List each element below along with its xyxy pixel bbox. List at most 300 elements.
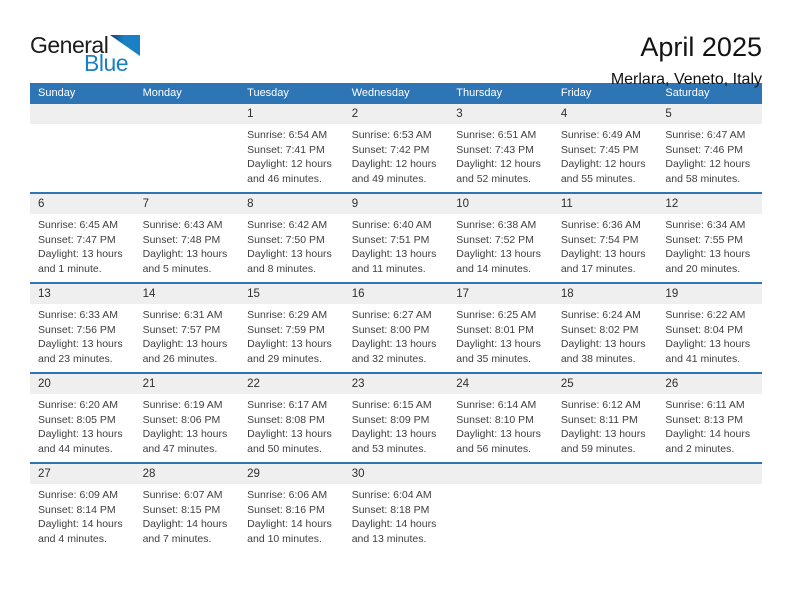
weekday-header-row bbox=[30, 83, 762, 104]
sunset-line-label: Sunset: bbox=[560, 323, 597, 336]
day-details bbox=[657, 214, 762, 276]
day-number: 27 bbox=[30, 464, 135, 484]
sunrise-line-label: Sunrise: bbox=[665, 399, 704, 411]
sunrise-line-value: 6:53 AM bbox=[393, 129, 432, 141]
sunrise-line-label: Sunrise: bbox=[142, 489, 182, 501]
sunset-line bbox=[38, 413, 133, 428]
sunrise-line bbox=[561, 218, 656, 233]
day-cell-3 bbox=[448, 104, 553, 192]
sunset-line bbox=[456, 143, 551, 158]
day-number: 1 bbox=[239, 104, 344, 124]
sunrise-line-value: 6:06 AM bbox=[288, 489, 328, 501]
sunrise-line-label: Sunrise: bbox=[351, 399, 391, 411]
daylight-line-value: 13 hours bbox=[186, 428, 228, 440]
sunset-line-label: Sunset: bbox=[38, 503, 74, 516]
sunset-line-label: Sunset: bbox=[665, 413, 702, 426]
day-number: 30 bbox=[344, 464, 449, 484]
day-number bbox=[657, 464, 762, 484]
day-details bbox=[448, 304, 553, 366]
day-details bbox=[657, 484, 762, 488]
day-details bbox=[448, 124, 553, 186]
sunrise-line-value: 6:04 AM bbox=[393, 489, 432, 501]
empty-day-cell bbox=[553, 464, 658, 552]
daylight-line-value: 13 hours bbox=[290, 338, 332, 350]
day-number: 5 bbox=[657, 104, 762, 124]
day-number: 19 bbox=[657, 284, 762, 304]
daylight-line bbox=[561, 157, 656, 172]
sunset-line bbox=[143, 413, 238, 428]
sunset-line bbox=[456, 233, 551, 248]
daylight-line-label: Daylight: bbox=[456, 248, 498, 260]
daylight-line bbox=[143, 247, 238, 262]
daylight-line bbox=[247, 247, 342, 262]
day-number: 11 bbox=[553, 194, 658, 214]
sunset-line bbox=[38, 233, 133, 248]
day-number: 17 bbox=[448, 284, 553, 304]
sunset-line-value: 7:51 PM bbox=[390, 233, 430, 246]
day-cell-21 bbox=[135, 374, 240, 462]
daylight-line-label: Daylight: bbox=[665, 158, 707, 170]
daylight-line-label: Daylight: bbox=[38, 338, 79, 350]
sunset-line bbox=[352, 503, 447, 518]
sunrise-line bbox=[561, 308, 656, 323]
sunrise-line-value: 6:14 AM bbox=[497, 399, 537, 411]
sunrise-line-value: 6:29 AM bbox=[288, 309, 328, 321]
daylight-line bbox=[352, 427, 447, 442]
sunset-line-value: 8:06 PM bbox=[181, 413, 221, 426]
daylight-line bbox=[352, 247, 447, 262]
sunset-line bbox=[561, 233, 656, 248]
day-number: 13 bbox=[30, 284, 135, 304]
daylight-line-value: 13 hours bbox=[709, 338, 751, 350]
sunset-line-label: Sunset: bbox=[142, 233, 179, 246]
day-cell-20 bbox=[30, 374, 135, 462]
day-number bbox=[553, 464, 658, 484]
daylight-minutes-line: and 49 minutes. bbox=[351, 172, 427, 185]
weekday-cell-wednesday: Wednesday bbox=[351, 87, 410, 99]
weekday-cell-sunday: Sunday bbox=[38, 87, 76, 99]
sunrise-line-value: 6:25 AM bbox=[497, 309, 537, 321]
logo-text-general: General bbox=[30, 32, 109, 58]
sunset-line-value: 8:02 PM bbox=[599, 323, 639, 336]
sunset-line-value: 8:16 PM bbox=[285, 503, 325, 516]
daylight-minutes-line: and 32 minutes. bbox=[351, 352, 427, 365]
day-details bbox=[135, 394, 240, 456]
sunrise-line-value: 6:07 AM bbox=[184, 489, 223, 501]
day-details bbox=[553, 124, 658, 186]
sunset-line-value: 7:46 PM bbox=[703, 143, 744, 156]
day-number: 22 bbox=[239, 374, 344, 394]
day-cell-14 bbox=[135, 284, 240, 372]
sunrise-line-value: 6:36 AM bbox=[602, 219, 641, 231]
daylight-line bbox=[38, 427, 133, 442]
sunrise-line-value: 6:33 AM bbox=[79, 309, 118, 321]
sunset-line-label: Sunset: bbox=[247, 503, 283, 516]
sunrise-line bbox=[665, 128, 760, 143]
daylight-line-value: 13 hours bbox=[186, 338, 228, 350]
day-number: 23 bbox=[344, 374, 449, 394]
daylight-line-label: Daylight: bbox=[351, 338, 393, 350]
week-row-3 bbox=[30, 282, 762, 372]
title-block bbox=[611, 34, 762, 88]
sunrise-line bbox=[247, 308, 342, 323]
daylight-minutes-line: and 14 minutes. bbox=[456, 262, 531, 275]
day-cell-17 bbox=[448, 284, 553, 372]
daylight-line bbox=[352, 337, 447, 352]
daylight-line-label: Daylight: bbox=[247, 248, 288, 260]
daylight-line bbox=[561, 337, 656, 352]
daylight-line-label: Daylight: bbox=[247, 338, 288, 350]
sunset-line-value: 7:42 PM bbox=[390, 143, 430, 156]
sunrise-line-value: 6:54 AM bbox=[288, 129, 328, 141]
daylight-line bbox=[561, 427, 656, 442]
sunset-line-value: 7:56 PM bbox=[76, 323, 116, 336]
sunset-line-label: Sunset: bbox=[38, 233, 74, 246]
daylight-line-label: Daylight: bbox=[247, 158, 288, 170]
daylight-line-value: 13 hours bbox=[395, 428, 437, 440]
daylight-line bbox=[352, 157, 447, 172]
day-number: 2 bbox=[344, 104, 449, 124]
sunrise-line bbox=[38, 308, 133, 323]
sunrise-line-label: Sunrise: bbox=[560, 309, 600, 321]
empty-day-cell bbox=[30, 104, 135, 192]
sunrise-line-label: Sunrise: bbox=[38, 219, 77, 231]
daylight-line-value: 13 hours bbox=[81, 248, 123, 260]
sunset-line-value: 7:48 PM bbox=[181, 233, 221, 246]
sunset-line-value: 7:41 PM bbox=[285, 143, 325, 156]
sunrise-line bbox=[143, 218, 238, 233]
weekday-cell-thursday: Thursday bbox=[456, 87, 503, 99]
daylight-minutes-line: and 38 minutes. bbox=[560, 352, 636, 365]
daylight-line-label: Daylight: bbox=[456, 428, 498, 440]
sunrise-line-value: 6:19 AM bbox=[184, 399, 223, 411]
sunset-line bbox=[247, 503, 342, 518]
day-cell-7 bbox=[135, 194, 240, 282]
sunrise-line bbox=[665, 308, 760, 323]
week-row-2 bbox=[30, 192, 762, 282]
day-details bbox=[448, 214, 553, 276]
sunrise-line-label: Sunrise: bbox=[456, 309, 495, 321]
daylight-line-value: 13 hours bbox=[395, 248, 437, 260]
week-row-5 bbox=[30, 462, 762, 552]
day-cell-9 bbox=[344, 194, 449, 282]
sunrise-line bbox=[247, 128, 342, 143]
sunset-line-label: Sunset: bbox=[560, 413, 597, 426]
daylight-line-value: 13 hours bbox=[186, 248, 228, 260]
sunset-line-value: 7:57 PM bbox=[181, 323, 221, 336]
daylight-line bbox=[352, 517, 447, 532]
empty-day-cell bbox=[448, 464, 553, 552]
sunrise-line bbox=[352, 488, 447, 503]
sunrise-line-label: Sunrise: bbox=[247, 399, 286, 411]
daylight-minutes-line: and 2 minutes. bbox=[665, 442, 735, 455]
sunset-line bbox=[352, 323, 447, 338]
day-details bbox=[657, 304, 762, 366]
day-number: 21 bbox=[135, 374, 240, 394]
daylight-line bbox=[143, 427, 238, 442]
sunset-line bbox=[143, 323, 238, 338]
week-row-4 bbox=[30, 372, 762, 462]
day-details bbox=[30, 394, 135, 456]
daylight-line-label: Daylight: bbox=[456, 158, 498, 170]
sunset-line-value: 7:52 PM bbox=[494, 233, 534, 246]
daylight-line-value: 12 hours bbox=[500, 158, 541, 170]
day-number: 10 bbox=[448, 194, 553, 214]
sunrise-line-value: 6:17 AM bbox=[288, 399, 328, 411]
day-number: 18 bbox=[553, 284, 658, 304]
sunrise-line-label: Sunrise: bbox=[665, 309, 704, 321]
day-number: 28 bbox=[135, 464, 240, 484]
daylight-line-value: 13 hours bbox=[290, 248, 332, 260]
sunrise-line bbox=[665, 218, 760, 233]
day-details bbox=[239, 484, 344, 546]
sunset-line-value: 7:50 PM bbox=[285, 233, 325, 246]
daylight-line-value: 13 hours bbox=[290, 428, 332, 440]
sunrise-line bbox=[143, 488, 238, 503]
sunrise-line bbox=[143, 398, 238, 413]
sunrise-line-label: Sunrise: bbox=[142, 219, 182, 231]
day-details bbox=[448, 394, 553, 456]
general-blue-logo bbox=[30, 34, 140, 75]
daylight-line-label: Daylight: bbox=[665, 338, 707, 350]
sunrise-line-value: 6:49 AM bbox=[602, 129, 641, 141]
daylight-line-label: Daylight: bbox=[38, 248, 79, 260]
day-cell-27 bbox=[30, 464, 135, 552]
daylight-minutes-line: and 29 minutes. bbox=[247, 352, 322, 365]
day-number bbox=[135, 104, 240, 124]
logo-text-blue: Blue bbox=[84, 50, 129, 76]
sunset-line-value: 7:45 PM bbox=[599, 143, 639, 156]
daylight-line-value: 13 hours bbox=[395, 338, 437, 350]
daylight-minutes-line: and 7 minutes. bbox=[142, 532, 212, 545]
day-cell-10 bbox=[448, 194, 553, 282]
daylight-line-value: 14 hours bbox=[81, 518, 123, 530]
sunset-line-label: Sunset: bbox=[142, 503, 179, 516]
sunset-line-label: Sunset: bbox=[247, 323, 283, 336]
daylight-minutes-line: and 46 minutes. bbox=[247, 172, 322, 185]
day-details bbox=[553, 484, 658, 488]
sunset-line-value: 8:15 PM bbox=[181, 503, 221, 516]
daylight-line bbox=[247, 337, 342, 352]
day-details bbox=[344, 394, 449, 456]
daylight-minutes-line: and 11 minutes. bbox=[351, 262, 426, 275]
sunrise-line bbox=[561, 128, 656, 143]
daylight-minutes-line: and 53 minutes. bbox=[351, 442, 427, 455]
day-number: 12 bbox=[657, 194, 762, 214]
day-number: 24 bbox=[448, 374, 553, 394]
daylight-line-label: Daylight: bbox=[38, 518, 79, 530]
day-cell-5 bbox=[657, 104, 762, 192]
day-details bbox=[553, 394, 658, 456]
sunrise-line-label: Sunrise: bbox=[247, 129, 286, 141]
sunrise-line-value: 6:15 AM bbox=[393, 399, 432, 411]
sunrise-line-label: Sunrise: bbox=[456, 219, 495, 231]
day-details bbox=[30, 484, 135, 546]
day-cell-16 bbox=[344, 284, 449, 372]
day-details bbox=[135, 124, 240, 128]
daylight-minutes-line: and 44 minutes. bbox=[38, 442, 113, 455]
sunset-line-value: 8:00 PM bbox=[390, 323, 430, 336]
daylight-line-value: 13 hours bbox=[709, 248, 751, 260]
sunset-line bbox=[665, 233, 760, 248]
sunrise-line-label: Sunrise: bbox=[351, 489, 391, 501]
weekday-cell-tuesday: Tuesday bbox=[247, 87, 289, 99]
daylight-minutes-line: and 59 minutes. bbox=[560, 442, 636, 455]
daylight-line-value: 14 hours bbox=[709, 428, 751, 440]
sunrise-line-value: 6:40 AM bbox=[393, 219, 432, 231]
sunset-line-value: 8:04 PM bbox=[703, 323, 744, 336]
weekday-cell-saturday: Saturday bbox=[665, 87, 710, 99]
sunrise-line-value: 6:43 AM bbox=[184, 219, 223, 231]
sunrise-line bbox=[456, 308, 551, 323]
day-number bbox=[30, 104, 135, 124]
sunrise-line bbox=[665, 398, 760, 413]
day-number: 6 bbox=[30, 194, 135, 214]
calendar bbox=[30, 83, 762, 552]
sunset-line-label: Sunset: bbox=[351, 503, 388, 516]
sunrise-line bbox=[38, 218, 133, 233]
daylight-line-value: 12 hours bbox=[604, 158, 646, 170]
day-number: 29 bbox=[239, 464, 344, 484]
daylight-line-label: Daylight: bbox=[560, 248, 602, 260]
sunset-line bbox=[38, 503, 133, 518]
day-details bbox=[344, 304, 449, 366]
day-cell-2 bbox=[344, 104, 449, 192]
sunset-line bbox=[247, 413, 342, 428]
day-cell-26 bbox=[657, 374, 762, 462]
page-title: April 2025 bbox=[640, 32, 762, 62]
sunset-line-value: 7:55 PM bbox=[703, 233, 744, 246]
day-details bbox=[239, 214, 344, 276]
daylight-line-value: 13 hours bbox=[81, 428, 123, 440]
daylight-minutes-line: and 56 minutes. bbox=[456, 442, 531, 455]
sunrise-line bbox=[561, 398, 656, 413]
sunrise-line-value: 6:24 AM bbox=[602, 309, 641, 321]
day-details bbox=[344, 484, 449, 546]
daylight-line bbox=[38, 247, 133, 262]
daylight-line-label: Daylight: bbox=[560, 428, 602, 440]
daylight-line-value: 13 hours bbox=[500, 248, 541, 260]
daylight-line-label: Daylight: bbox=[142, 248, 184, 260]
day-number: 26 bbox=[657, 374, 762, 394]
sunset-line-value: 8:08 PM bbox=[285, 413, 325, 426]
sunrise-line-value: 6:31 AM bbox=[184, 309, 223, 321]
daylight-line-value: 14 hours bbox=[290, 518, 332, 530]
day-cell-19 bbox=[657, 284, 762, 372]
sunset-line-label: Sunset: bbox=[247, 233, 283, 246]
sunset-line bbox=[352, 233, 447, 248]
sunset-line-label: Sunset: bbox=[456, 413, 492, 426]
day-details bbox=[30, 124, 135, 128]
daylight-line bbox=[247, 427, 342, 442]
daylight-line-value: 13 hours bbox=[604, 248, 646, 260]
day-details bbox=[448, 484, 553, 488]
sunrise-line-label: Sunrise: bbox=[351, 129, 391, 141]
sunset-line-label: Sunset: bbox=[456, 143, 492, 156]
day-details bbox=[657, 124, 762, 186]
sunrise-line-value: 6:34 AM bbox=[706, 219, 746, 231]
sunset-line-label: Sunset: bbox=[351, 233, 388, 246]
daylight-line-value: 13 hours bbox=[500, 428, 541, 440]
daylight-minutes-line: and 5 minutes. bbox=[142, 262, 212, 275]
day-details bbox=[344, 124, 449, 186]
daylight-line-label: Daylight: bbox=[456, 338, 498, 350]
daylight-line bbox=[456, 337, 551, 352]
daylight-line-label: Daylight: bbox=[351, 518, 393, 530]
sunrise-line-label: Sunrise: bbox=[142, 309, 182, 321]
day-cell-1 bbox=[239, 104, 344, 192]
day-number: 9 bbox=[344, 194, 449, 214]
daylight-line-label: Daylight: bbox=[351, 158, 393, 170]
weekday-cell-friday: Friday bbox=[560, 87, 592, 99]
daylight-minutes-line: and 47 minutes. bbox=[142, 442, 218, 455]
daylight-line-value: 12 hours bbox=[395, 158, 437, 170]
daylight-line-label: Daylight: bbox=[142, 338, 184, 350]
day-cell-6 bbox=[30, 194, 135, 282]
sunset-line-label: Sunset: bbox=[247, 413, 283, 426]
sunrise-line-label: Sunrise: bbox=[247, 489, 286, 501]
sunset-line-label: Sunset: bbox=[38, 323, 74, 336]
sunset-line bbox=[352, 143, 447, 158]
day-cell-23 bbox=[344, 374, 449, 462]
sunset-line bbox=[561, 323, 656, 338]
sunrise-line-value: 6:38 AM bbox=[497, 219, 537, 231]
sunrise-line-value: 6:20 AM bbox=[79, 399, 118, 411]
sunrise-line-label: Sunrise: bbox=[247, 219, 286, 231]
empty-day-cell bbox=[657, 464, 762, 552]
sunrise-line-label: Sunrise: bbox=[38, 489, 77, 501]
day-details bbox=[344, 214, 449, 276]
daylight-line-value: 13 hours bbox=[604, 338, 646, 350]
day-cell-22 bbox=[239, 374, 344, 462]
sunset-line bbox=[143, 233, 238, 248]
sunset-line bbox=[247, 323, 342, 338]
sunrise-line-value: 6:12 AM bbox=[602, 399, 641, 411]
daylight-line bbox=[143, 517, 238, 532]
sunrise-line bbox=[143, 308, 238, 323]
day-details bbox=[30, 214, 135, 276]
day-number: 20 bbox=[30, 374, 135, 394]
sunrise-line-value: 6:47 AM bbox=[706, 129, 746, 141]
sunrise-line-label: Sunrise: bbox=[351, 309, 391, 321]
sunset-line-label: Sunset: bbox=[247, 143, 283, 156]
sunset-line-label: Sunset: bbox=[665, 323, 702, 336]
day-details bbox=[135, 484, 240, 546]
sunrise-line bbox=[352, 398, 447, 413]
sunrise-line bbox=[38, 488, 133, 503]
daylight-line-label: Daylight: bbox=[351, 428, 393, 440]
day-number: 25 bbox=[553, 374, 658, 394]
day-details bbox=[553, 214, 658, 276]
sunrise-line bbox=[247, 398, 342, 413]
daylight-line-value: 13 hours bbox=[604, 428, 646, 440]
daylight-line bbox=[456, 247, 551, 262]
sunrise-line-value: 6:51 AM bbox=[497, 129, 537, 141]
sunset-line-label: Sunset: bbox=[456, 323, 492, 336]
daylight-line bbox=[456, 427, 551, 442]
sunset-line bbox=[456, 413, 551, 428]
sunset-line-label: Sunset: bbox=[560, 233, 597, 246]
daylight-line bbox=[665, 427, 760, 442]
calendar-weeks bbox=[30, 104, 762, 552]
sunrise-line bbox=[352, 308, 447, 323]
sunset-line-value: 8:13 PM bbox=[703, 413, 744, 426]
daylight-line-label: Daylight: bbox=[247, 518, 288, 530]
day-cell-8 bbox=[239, 194, 344, 282]
sunset-line-value: 8:09 PM bbox=[390, 413, 430, 426]
sunrise-line bbox=[247, 488, 342, 503]
sunrise-line-value: 6:09 AM bbox=[79, 489, 118, 501]
